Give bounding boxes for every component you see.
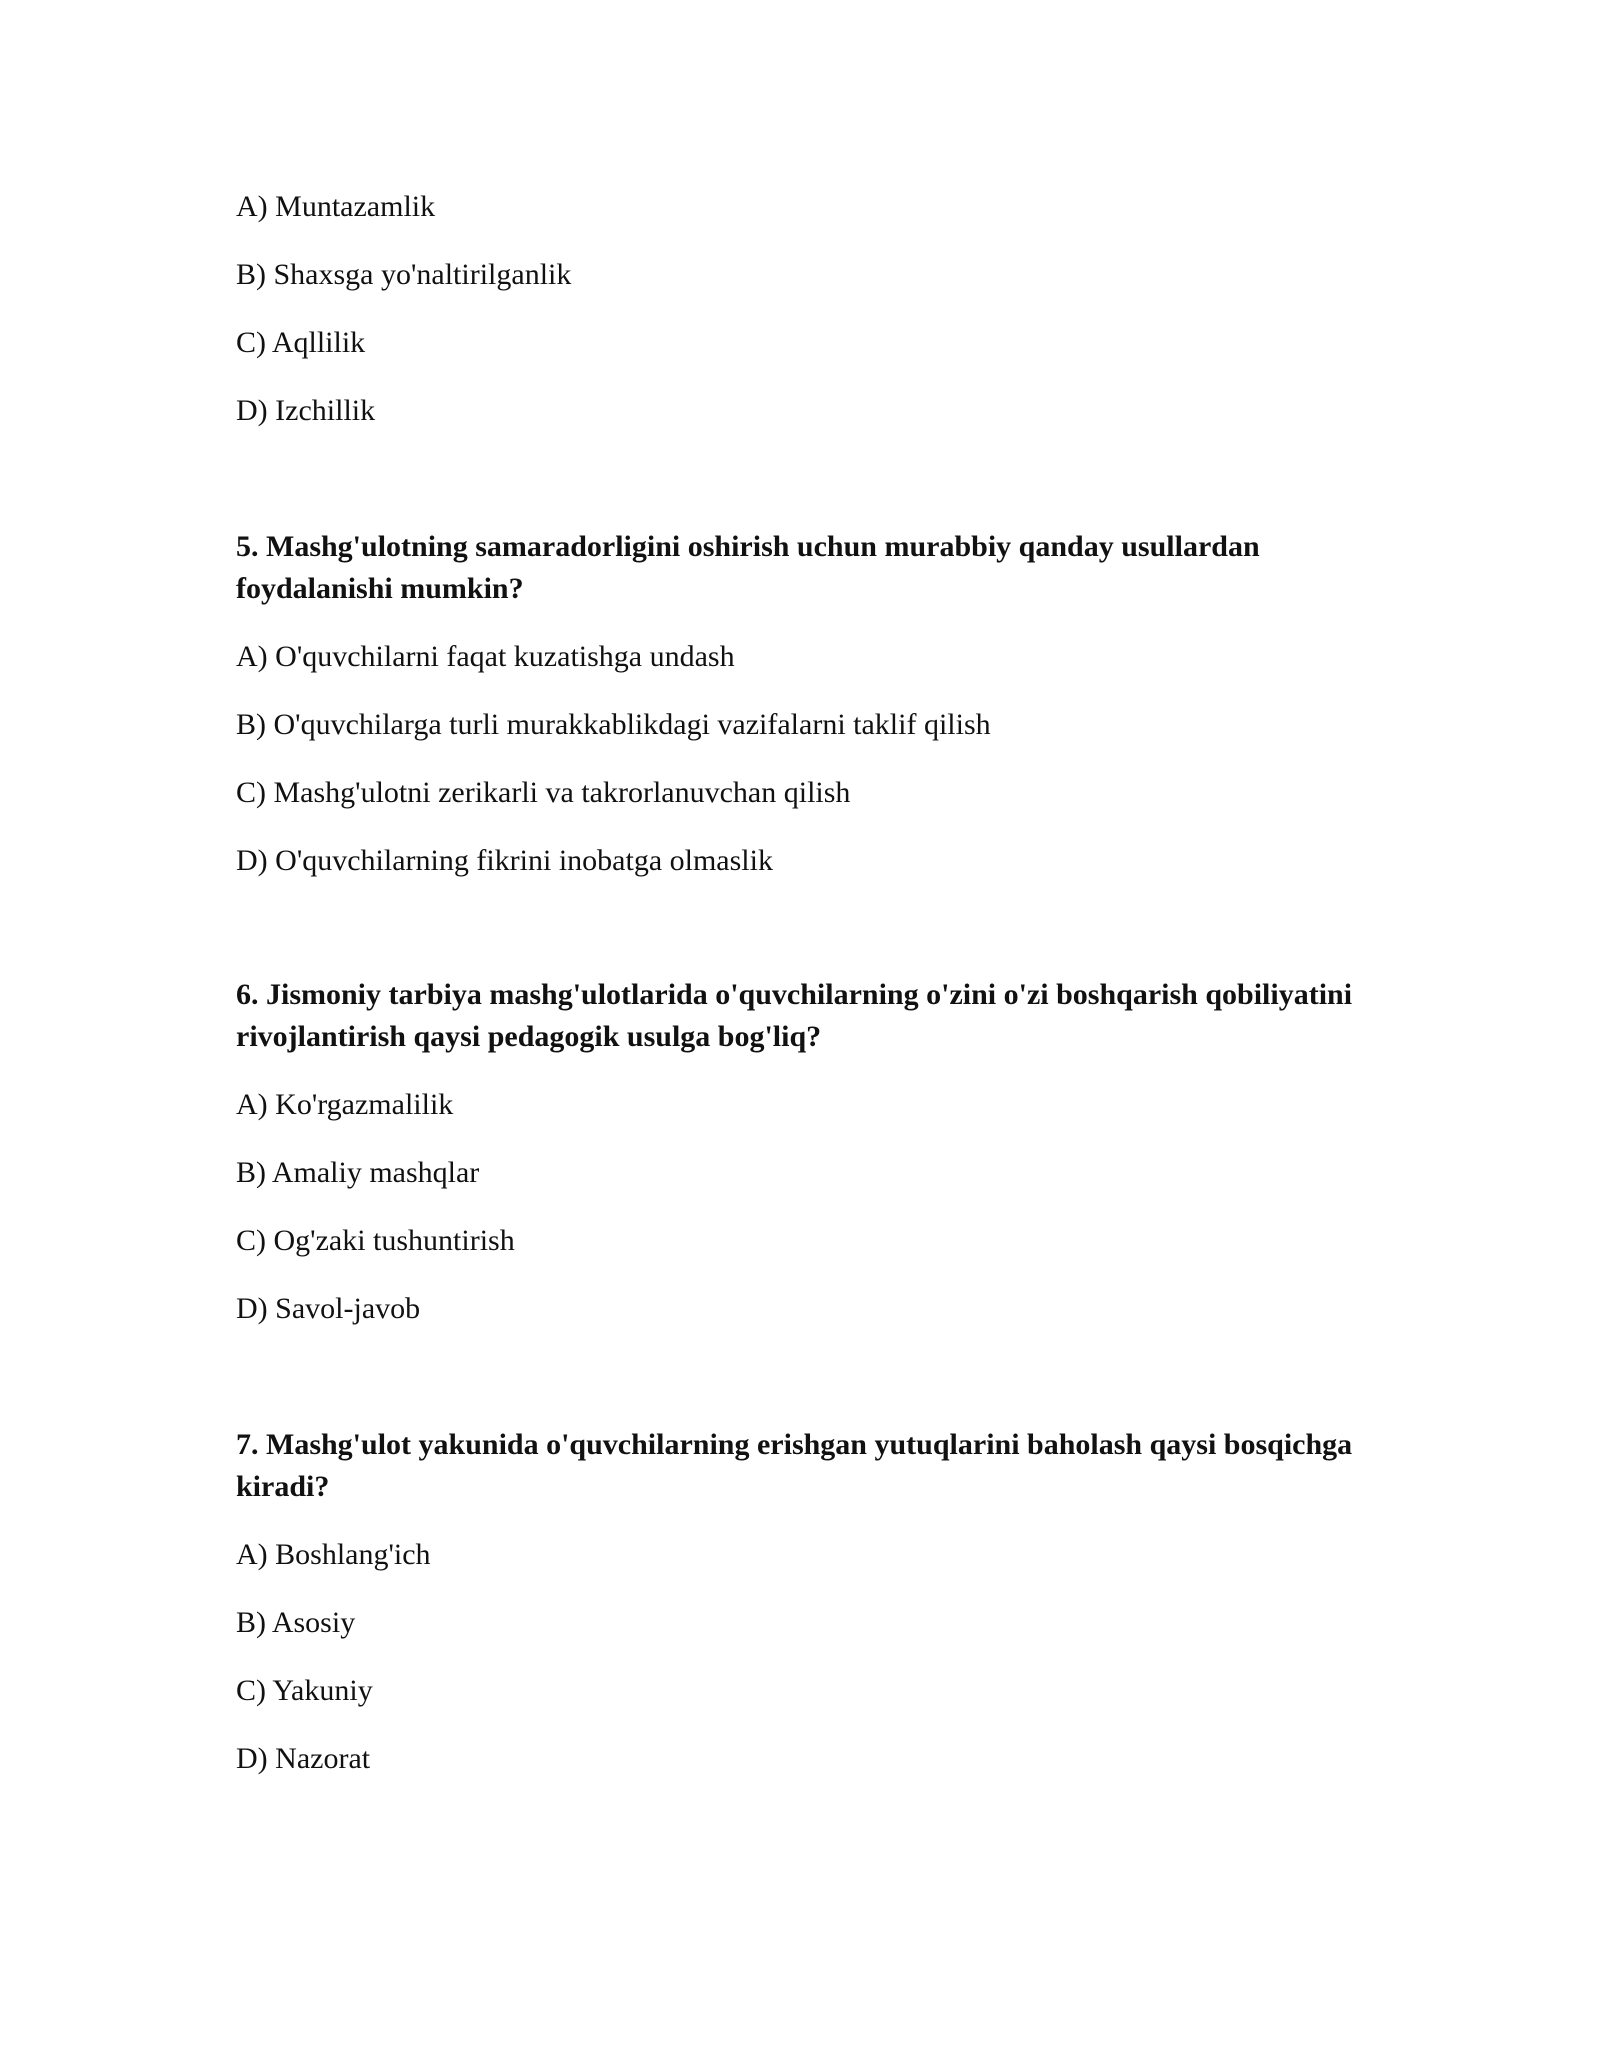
question-6-text: 6. Jismoniy tarbiya mashg'ulotlarida o'quvchilarning o'zini o'zi boshqarish qobiliyatini rivojlantirish qaysi pedagogik usulga bog'liq?	[236, 978, 1353, 1053]
answer-option-c: C) Og'zaki tushuntirish	[236, 1224, 515, 1257]
answer-option-d: D) Savol-javob	[236, 1292, 421, 1325]
answer-option-a: A) Boshlang'ich	[236, 1538, 431, 1571]
answer-option-c: C) Mashg'ulotni zerikarli va takrorlanuvchan qilish	[236, 776, 851, 809]
answer-option-a: A) O'quvchilarni faqat kuzatishga undash	[236, 640, 735, 673]
question-7-text: 7. Mashg'ulot yakunida o'quvchilarning erishgan yutuqlarini baholash qaysi bosqichga kiradi?	[236, 1428, 1353, 1503]
answer-option-b: B) Asosiy	[236, 1606, 356, 1639]
answer-option-b: B) Shaxsga yo'naltirilganlik	[236, 258, 572, 291]
answer-option-b: B) Amaliy mashqlar	[236, 1156, 480, 1189]
answer-option-c: C) Yakuniy	[236, 1674, 373, 1707]
answer-option-d: D) Izchillik	[236, 394, 376, 427]
answer-option-d: D) O'quvchilarning fikrini inobatga olmaslik	[236, 844, 773, 877]
answer-option-a: A) Muntazamlik	[236, 190, 436, 223]
answer-option-c: C) Aqllilik	[236, 326, 366, 359]
answer-option-b: B) O'quvchilarga turli murakkablikdagi vazifalarni taklif qilish	[236, 708, 991, 741]
answer-option-a: A) Ko'rgazmalilik	[236, 1088, 454, 1121]
answer-option-d: D) Nazorat	[236, 1742, 371, 1775]
question-5-text: 5. Mashg'ulotning samaradorligini oshirish uchun murabbiy qanday usullardan foydalanishi mumkin?	[236, 530, 1260, 605]
